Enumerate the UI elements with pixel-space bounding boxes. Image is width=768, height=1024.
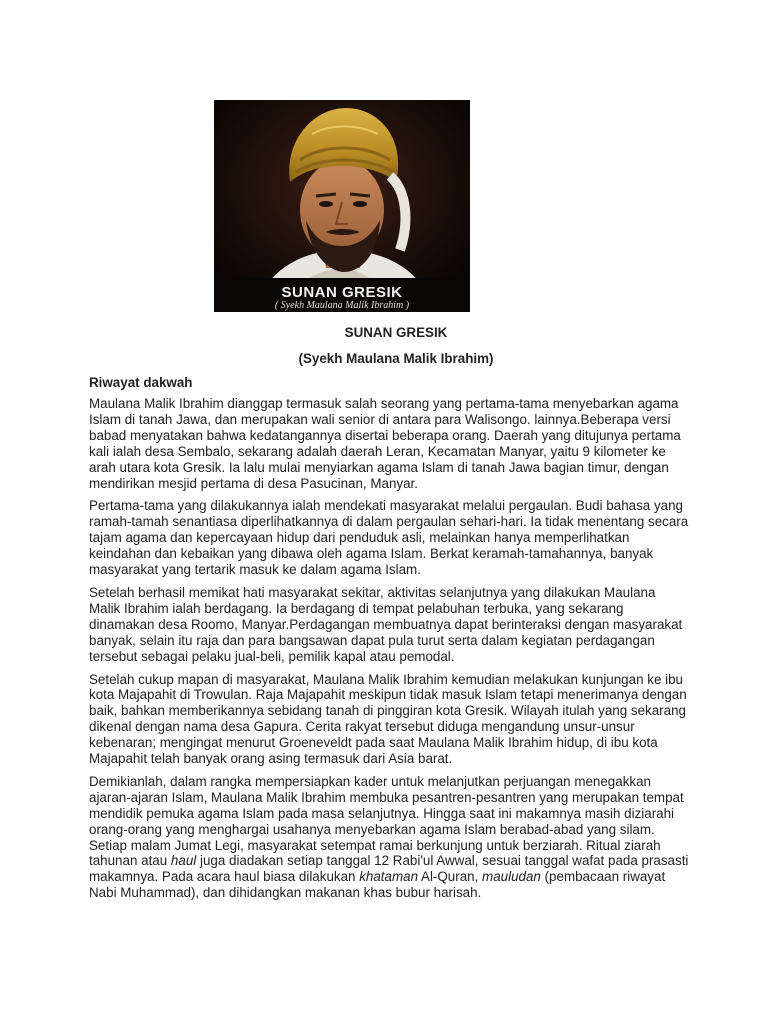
term-mauludan: mauludan (482, 869, 541, 885)
section-heading: Riwayat dakwah (89, 375, 193, 390)
paragraph-5-part-2: juga diadakan setiap tanggal 12 Rabi'ul Awwal, sesuai tanggal wafat pada prasasti makamnya. Pada acara haul biasa dilakukan (89, 853, 689, 885)
paragraph-2: Pertama-tama yang dilakukannya ialah mendekati masyarakat melalui pergaulan. Budi bahasa yang ramah-tamah senantiasa diperlihatkannya di dalam pergaulan sehari-hari. Ia tidak menentang secara tajam agama dan kepercayaan hidup dari penduduk asli, melainkan hanya memperlihatkan keindahan dan kebaikan yang dibawa oleh agama Islam. Berkat keramah-tamahannya, banyak masyarakat yang tertarik masuk ke dalam agama Islam. (89, 498, 689, 578)
term-haul: haul (170, 853, 197, 869)
portrait-image (214, 100, 470, 312)
paragraph-5-part-3: Al-Quran, (418, 869, 483, 885)
paragraph-5-part-4: (pembacaan riwayat Nabi Muhammad), dan dihidangkan makanan khas bubur harisah. (89, 869, 666, 901)
paragraph-1: Maulana Malik Ibrahim dianggap termasuk salah seorang yang pertama-tama menyebarkan agama Islam di tanah Jawa, dan merupakan wali senior di antara para Walisongo. lainnya.Beberapa versi babad menyatakan bahwa kedatangannya disertai beberapa orang. Daerah yang ditujunya pertama kali ialah desa Sembalo, sekarang adalah daerah Leran, Kecamatan Manyar, yaitu 9 kilometer ke arah utara kota Gresik. Ia lalu mulai menyiarkan agama Islam di tanah Jawa bagian timur, dengan mendirikan mesjid pertama di desa Pasucinan, Manyar. (89, 396, 681, 491)
portrait-banner-subtitle: ( Syekh Maulana Malik Ibrahim ) (274, 300, 410, 311)
paragraph-5-part-1: Demikianlah, dalam rangka mempersiapkan kader untuk melanjutkan perjuangan menegakkan ajaran-ajaran Islam, Maulana Malik Ibrahim membuka pesantren-pesantren yang merupakan tempat mendidik pemuka agama Islam pada masa selanjutnya. Hingga saat ini makamnya masih diziarahi orang-orang yang menghargai usahanya menyebarkan agama Islam berabad-abad yang silam. Setiap malam Jumat Legi, masyarakat setempat ramai berkunjung untuk berziarah. Ritual ziarah tahunan atau (89, 773, 684, 869)
portrait-banner-title: SUNAN GRESIK (281, 284, 403, 301)
paragraph-3: Setelah berhasil memikat hati masyarakat sekitar, aktivitas selanjutnya yang dilakukan Maulana Malik Ibrahim ialah berdagang. Ia berdagang di tempat pelabuhan terbuka, yang sekarang dinamakan desa Roomo, Manyar.Perdagangan membuatnya dapat berinteraksi dengan masyarakat banyak, selain itu raja dan para bangsawan dapat pula turut serta dalam kegiatan perdagangan tersebut sebagai pelaku jual-beli, pemilik kapal atau pemodal. (89, 584, 683, 664)
article-body (89, 396, 689, 908)
portrait-illustration (214, 100, 470, 312)
paragraph-5 (89, 774, 689, 901)
caption-subtitle: (Syekh Maulana Malik Ibrahim) (298, 351, 494, 366)
term-khataman: khataman (359, 869, 419, 885)
paragraph-4: Setelah cukup mapan di masyarakat, Maulana Malik Ibrahim kemudian melakukan kunjungan ke ibu kota Majapahit di Trowulan. Raja Majapahit meskipun tidak masuk Islam tetapi menerimanya dengan baik, bahkan memberikannya sebidang tanah di pinggiran kota Gresik. Wilayah itulah yang sekarang dikenal dengan nama desa Gapura. Cerita rakyat tersebut diduga mengandung unsur-unsur kebenaran; mengingat menurut Groeneveldt pada saat Maulana Malik Ibrahim hidup, di ibu kota Majapahit telah banyak orang asing termasuk dari Asia barat. (89, 671, 687, 767)
caption-title: SUNAN GRESIK (344, 325, 448, 340)
